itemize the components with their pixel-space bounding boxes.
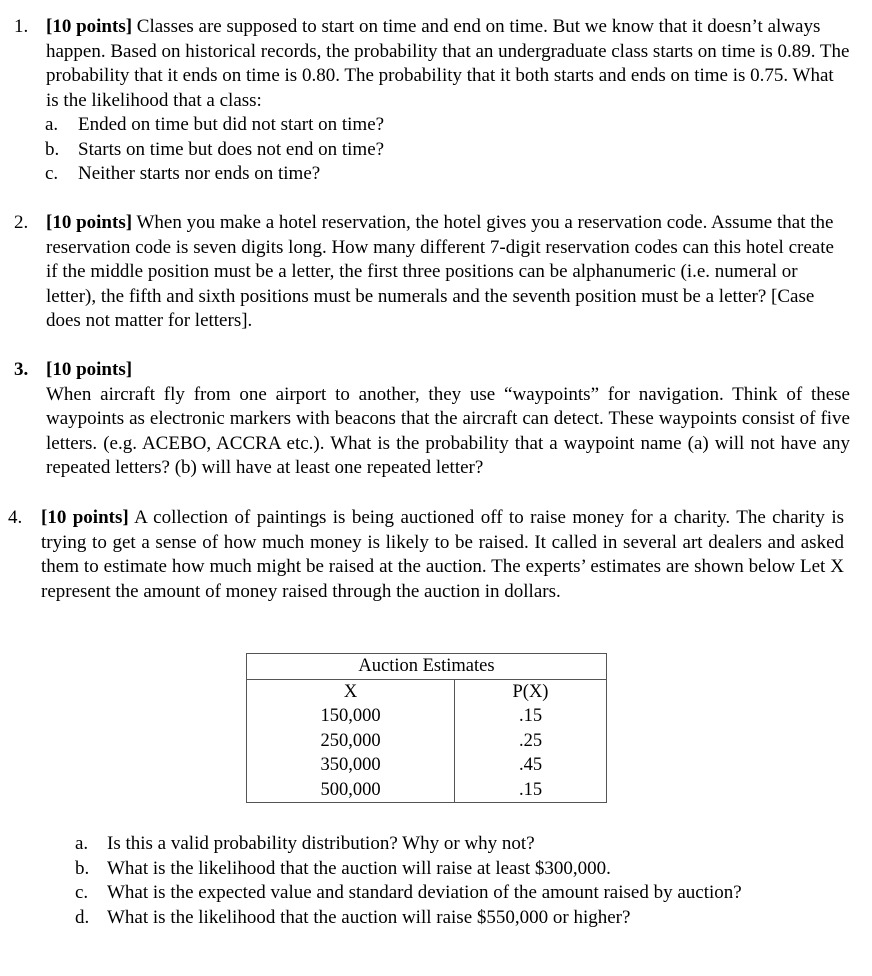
subitem-4b	[75, 857, 855, 882]
question-4-text: A collection of paintings is being auctioned off to raise money for a charity. The charity is trying to get a sense of how much money is likely to be raised. It called in several art dealers and asked them to estimate how much might be raised at the auction. The experts’ estimates are shown below Let X represent the amount of money raised through the auction in dollars.	[41, 507, 844, 602]
question-2-points: [10 points]	[46, 212, 133, 233]
subitem-text: Starts on time but does not end on time?	[78, 138, 385, 160]
p-value: .45	[518, 755, 543, 775]
x-column-header: X	[343, 681, 358, 702]
question-2-text: When you make a hotel reservation, the hotel gives you a reservation code. Assume that the reservation code is seven digits long. How many different 7-digit reservation codes can this hotel create if the middle position must be a letter, the first three positions can be alphanumeric (i.e. numeral or letter), the fifth and sixth positions must be numerals and the seventh position must be a letter? [Case does not matter for letters].	[46, 212, 834, 331]
subitem-4c	[75, 881, 855, 906]
x-column	[247, 679, 455, 803]
question-1-points: [10 points]	[46, 16, 133, 37]
question-1-text: Classes are supposed to start on time and end on time. But we know that it doesn’t always happen. Based on historical records, the probability that an undergraduate class starts on time is 0.89. The probability that it ends on time is 0.80. The probability that it both starts and ends on time is 0.75. What is the likelihood that a class:	[46, 16, 850, 111]
subitem-label: b.	[45, 138, 60, 160]
question-4-number: 4.	[8, 507, 23, 528]
table-title: Auction Estimates	[247, 654, 607, 680]
table-title-row	[247, 654, 607, 680]
subitem-4a	[75, 832, 855, 857]
x-value: 500,000	[320, 779, 381, 800]
subitem-text: What is the expected value and standard deviation of the amount raised by auction?	[107, 882, 742, 903]
subitem-label: c.	[75, 882, 89, 903]
table-body-row	[247, 679, 607, 803]
subitem-label: b.	[75, 857, 90, 879]
subitem-label: a.	[45, 114, 59, 135]
subitem-1c	[45, 162, 850, 187]
x-column-stack	[320, 680, 380, 803]
question-4	[8, 506, 844, 604]
question-2-number: 2.	[14, 212, 29, 233]
subitem-label: d.	[75, 906, 90, 928]
p-value: .25	[518, 730, 543, 751]
p-value: .15	[518, 779, 543, 800]
question-4-subitems	[75, 832, 855, 930]
subitem-text: What is the likelihood that the auction will raise at least $300,000.	[107, 857, 611, 879]
subitem-label: a.	[75, 833, 89, 854]
subitem-label: c.	[45, 163, 59, 184]
question-3-text: When aircraft fly from one airport to another, they use “waypoints” for navigation. Think of these waypoints as electronic markers with beacons that the aircraft can detect. These waypoints consist of five letters. (e.g. ACEBO, ACCRA etc.). What is the probability that a waypoint name (a) will not have any repeated letters? (b) will have at least one repeated letter?	[46, 383, 850, 478]
question-2	[14, 211, 850, 334]
p-column-header: P(X)	[512, 681, 549, 702]
subitem-text: What is the likelihood that the auction will raise $550,000 or higher?	[107, 906, 631, 928]
subitem-1a	[45, 113, 850, 138]
question-4-body	[41, 506, 844, 604]
question-3	[14, 358, 850, 481]
subitem-4d	[75, 906, 855, 931]
subitem-1b	[45, 138, 850, 163]
question-1-body	[46, 15, 850, 113]
question-1-subitems	[45, 113, 850, 187]
question-3-number: 3.	[14, 359, 29, 380]
p-column	[455, 679, 607, 803]
subitem-text: Neither starts nor ends on time?	[78, 163, 321, 184]
subitem-text: Ended on time but did not start on time?	[78, 114, 385, 135]
question-4-points: [10 points]	[41, 507, 129, 528]
question-3-points: [10 points]	[46, 359, 133, 380]
question-1	[14, 15, 850, 187]
question-1-number: 1.	[14, 16, 29, 37]
x-value: 350,000	[320, 755, 381, 775]
x-value: 150,000	[320, 706, 381, 726]
x-value: 250,000	[320, 730, 381, 751]
question-2-body	[46, 211, 850, 334]
question-3-body	[46, 358, 850, 481]
subitem-text: Is this a valid probability distribution? Why or why not?	[107, 833, 535, 854]
auction-estimates-table	[246, 653, 607, 803]
p-value: .15	[518, 706, 543, 726]
p-column-stack	[455, 680, 606, 803]
